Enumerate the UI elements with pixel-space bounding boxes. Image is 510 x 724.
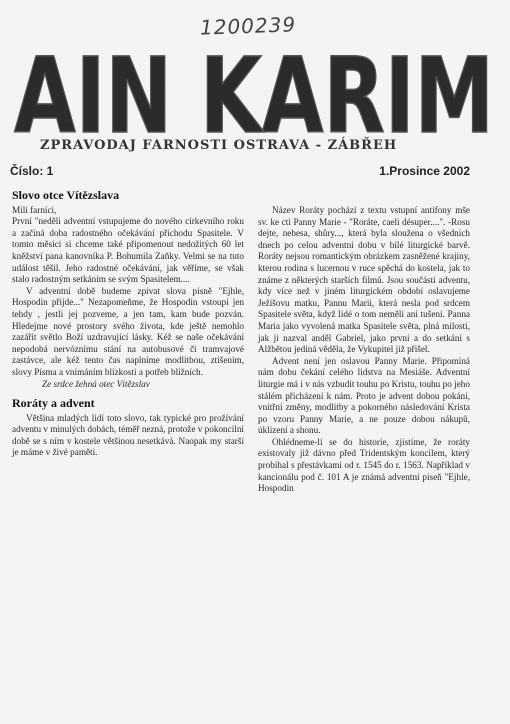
masthead-title: AIN KARIM <box>14 50 494 140</box>
article1-signature: Ze srdce žehná otec Vítězslav <box>42 378 150 389</box>
masthead-subtitle: ZPRAVODAJ FARNOSTI OSTRAVA - ZÁBŘEH <box>40 138 398 153</box>
article2-paragraph: Většina mladých lidí toto slovo, tak typické pro prožívání adventu v minulých dobách, téměř nezná, protože v pokoncilní době se s ním v kostele většinou nesetkává. Naopak my starší je máme v živé paměti. <box>12 412 244 458</box>
article1-paragraph: První "neděli adventní vstupujeme do nového církevního roku a začíná doba radostného očekávání příchodu Spasitele. V tomto měsíci si chceme také připomenout nedožitých 60 let kněžství pana kanovníka P. Bohumila Zaňky. Velmi se na tuto událost těšil. Jeho radostné očekávání, jak věříme, se však stalo radostným setkáním se svým Spasitelem.... <box>12 216 244 285</box>
article1-heading: Slovo otce Vítězslava <box>12 188 120 202</box>
article2-paragraph: Název Roráty pochází z textu vstupní antifony mše sv. ke cti Panny Marie - "Roráte, caeli désuper....". -Rosu dejte, nebesa, shůry..., která byla sloužena o všedních dnech po celou adventní dobu v bílé liturgické barvě. Roráty nejsou romantickým obrázkem zasněžené krajiny, kterou rodina s lucernou v ruce spěchá do kostela, jak to známe z některých starších filmů. Jsou součástí adventu, kdy více než v jiném liturgickém období oslavujeme Ježíšovu matku, Pannu Marii, která nesla pod srdcem Spasitele světa, když lidé o tom neměli ani tušení. Panna Maria jako vyvolená matka Spasitele světa, plná milosti, jak ji nazval anděl Gabriel, jako první a do setkání s Alžbětou jediná věděla, že Vykupitel již přišel. <box>258 205 470 355</box>
article2-paragraph: Advent není jen oslavou Panny Marie. Připomíná nám dobu čekání celého lidstva na Mesiáše. Adventní liturgie má i v nás vzbudit touhu po Kristu, touhu po jeho stálém přicházení k nám. Proto je advent dobou pokání, vnitřní změny, modlitby a pokorného následování Krista po vzoru Panny Marie, a ne pouze dobou nákupů, úklizení a shonu. <box>258 355 470 436</box>
right-column <box>258 205 470 495</box>
article2-paragraph: Ohlédneme-li se do historie, zjistíme, že roráty existovaly již dávno před Tridentským koncilem, který probíhal s přestávkami od r. 1545 do r. 1563. Například v kancionálu pod č. 101 A je známá adventní píseň "Ejhle, Hospodin <box>258 436 470 494</box>
article2-section <box>12 398 244 459</box>
ain-karim-logo <box>8 50 502 140</box>
article2-heading: Roráty a advent <box>12 396 95 411</box>
left-column <box>12 190 244 459</box>
article1-paragraph: V adventní době budeme zpívat slova písně "Ejhle, Hospodin přijde..." Nezapomeňme, že Hospodin vstoupí jen tehdy , jestli jej pozveme, a jen tam, kam bude pozván. Hledejme nové prostory svého života, kde ještě nemohlo zazářit světlo Boží uzdravující lásky. Kéž se naše očekávání nepodobá nervóznímu stání na autobusové či tramvajové zastávce, ale kéž tento čas naplníme modlitbou, ztišením, slovy Písma a vnímáním blízkosti a potřeb bližních. <box>12 285 244 377</box>
masthead-logo <box>8 50 502 140</box>
handwritten-archive-number: 1200239 <box>199 12 297 40</box>
article1-salutation: Milí farníci, <box>12 204 57 215</box>
issue-number: Číslo: 1 <box>10 164 54 178</box>
issue-date: 1.Prosince 2002 <box>379 164 470 178</box>
